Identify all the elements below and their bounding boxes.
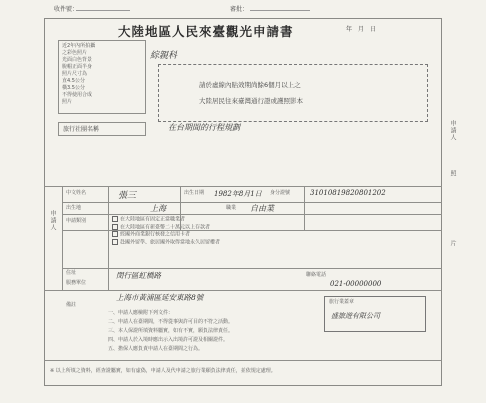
- receipt-no-label: 收件號：: [54, 6, 79, 13]
- rule-remarks-bottom: [44, 360, 442, 361]
- birthplace-label: 出生地: [66, 205, 82, 211]
- rule-row-4: [62, 268, 442, 269]
- id-value: 31010819820801202: [310, 189, 386, 197]
- visit-purpose-label-box: [58, 122, 146, 136]
- name-label: 中文姓名: [66, 190, 87, 196]
- rule-row-2: [62, 214, 442, 215]
- category-option-2[interactable]: [112, 224, 220, 232]
- visit-purpose-label: 旅行社團名稱: [63, 126, 100, 133]
- visit-purpose-value: 在台期間的行程規劃: [168, 123, 240, 132]
- checkbox-icon: [112, 224, 118, 230]
- fill-note-1: 請於虛線內貼效期尚餘6個月以上之: [199, 81, 301, 89]
- category-option-label: 在大陸地區有固定正當職業者: [120, 216, 186, 223]
- photo-instruction-line: 近2年內所拍攝: [62, 43, 96, 49]
- photo-instruction-line: 橫3.5公分: [62, 85, 85, 91]
- name-value: 張三: [118, 191, 137, 201]
- photo-instruction-line: 照片: [62, 99, 73, 105]
- photo-instruction-line: 照片尺寸為: [62, 71, 88, 77]
- category-option-label: 赴國外留學、旅居國外取得當地永久居留權者: [120, 239, 221, 245]
- passport-copy-area: [158, 64, 428, 122]
- photo-instruction-line: 不得使用合成: [62, 92, 93, 98]
- agency-stamp: [324, 296, 426, 332]
- photo-instruction-line: 之彩色照片: [62, 50, 88, 56]
- workplace-value: 上海市黃浦區延安東路8號: [116, 293, 204, 302]
- side-label-1: 申請人: [449, 120, 456, 141]
- footnote: ※ 以上所填之資料，經查證屬實，如有虛偽，申請人及代申請之旅行業願負法律責任，並依規定處理。: [50, 368, 276, 374]
- date-label: 年 月 日: [346, 26, 377, 33]
- remarks-line: 一、申請人應檢附下列文件：: [108, 310, 174, 316]
- fill-note-2: 大陸居民往來臺灣通行證或護照影本: [199, 97, 303, 105]
- rule-applicant-top: [44, 186, 442, 187]
- category-option-4[interactable]: [112, 239, 220, 247]
- stamp-value: 盛旅遊有限公司: [331, 312, 380, 320]
- category-option-3[interactable]: [112, 231, 220, 239]
- rule-id-column: [304, 186, 305, 230]
- category-option-1[interactable]: [112, 216, 220, 224]
- remarks-label: 備註: [66, 302, 77, 308]
- address-value: 閔行區虹橋路: [116, 271, 161, 280]
- dob-value: 1982年8月1日: [214, 190, 262, 198]
- contact-value: 021-00000000: [330, 280, 382, 288]
- photo-instruction-line: 光面白色背景: [62, 57, 93, 63]
- photo-instruction-line: 脫帽正面半身: [62, 64, 93, 70]
- photo-instruction-list: [59, 41, 145, 108]
- checkbox-icon: [112, 216, 118, 222]
- address-label: 住址: [66, 270, 77, 276]
- category-option-label: 經國外商業銀行核發之信用卡者: [120, 231, 191, 238]
- remarks-line: 四、申請人於入境時應出示入出境許可證及相關證件。: [108, 337, 229, 343]
- birthplace-value: 上海: [150, 204, 166, 213]
- rule-applicant-bottom: [44, 290, 442, 291]
- remarks-list: [108, 310, 233, 355]
- checkbox-icon: [112, 231, 118, 237]
- remarks-line: 五、擔保人應負責申請人在臺期間之行為。: [108, 346, 204, 352]
- category-list: [112, 216, 220, 246]
- applicant-section-label: 申請人: [49, 210, 56, 231]
- stamp-label: 旅行業蓋章: [329, 299, 355, 305]
- occupation-value: 自由業: [250, 204, 274, 213]
- handwritten-address: 綜親科: [150, 51, 178, 61]
- category-option-label: 在大陸地區有新臺幣二十萬元以上存款者: [120, 224, 211, 230]
- approval-line: [250, 10, 310, 11]
- photo-instruction-box: [58, 40, 146, 114]
- side-label-2: 照: [449, 170, 456, 177]
- occupation-label: 職業: [226, 205, 237, 211]
- remarks-line: 二、申請人在臺期間，不得從事與許可目的不符之活動。: [108, 319, 234, 325]
- id-label: 身分證號: [270, 190, 291, 196]
- approval-label: 審批：: [230, 6, 249, 13]
- contact-label: 聯絡電話: [306, 272, 327, 278]
- workplace-label: 服務單位: [66, 280, 87, 286]
- checkbox-icon: [112, 239, 118, 245]
- side-label-3: 片: [449, 240, 456, 247]
- dob-label: 出生日期: [184, 190, 205, 196]
- photo-instruction-line: 直4.5公分: [62, 78, 85, 84]
- remarks-line: 三、本人保證所填資料屬實，如有不實，願負法律責任。: [108, 328, 234, 334]
- form-title: 大陸地區人民來臺觀光申請書: [118, 24, 294, 39]
- receipt-no-line: [76, 10, 130, 11]
- category-label: 申請類別: [66, 218, 87, 224]
